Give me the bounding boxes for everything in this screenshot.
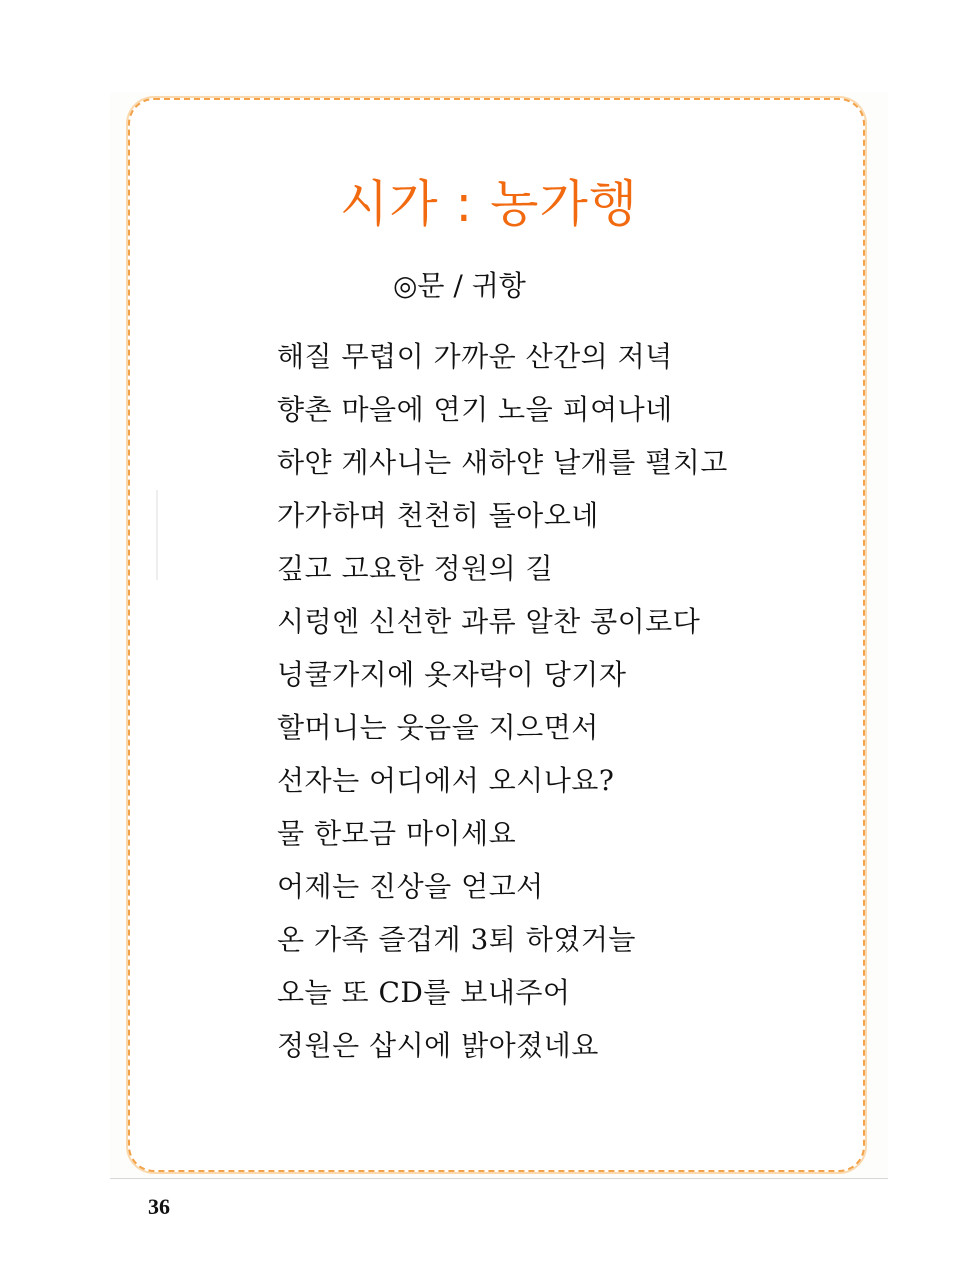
poem-line: 하얀 게사니는 새하얀 날개를 펼치고: [277, 446, 728, 479]
poem-line: 깊고 고요한 정원의 길: [277, 552, 554, 585]
poem-line: 오늘 또 CD를 보내주어: [277, 976, 571, 1009]
poem-line: 넝쿨가지에 옷자락이 당기자: [277, 658, 627, 691]
author-line: ◎문 / 귀항: [393, 269, 526, 302]
poem-line: 선자는 어디에서 오시나요?: [277, 764, 615, 797]
poem-line: 가가하며 천천히 돌아오네: [277, 499, 599, 532]
poem-line: 온 가족 즐겁게 3퇴 하였거늘: [277, 923, 636, 956]
poem-line: 정원은 삽시에 밝아졌네요: [277, 1029, 599, 1062]
margin-mark: [156, 490, 158, 580]
poem-line: 물 한모금 마이세요: [277, 817, 517, 850]
poem-line: 시렁엔 신선한 과류 알찬 콩이로다: [277, 605, 701, 638]
poem-body: [277, 330, 728, 1072]
poem-line: 해질 무렵이 가까운 산간의 저녁: [277, 340, 673, 373]
poem-line: 어제는 진상을 얻고서: [277, 870, 544, 903]
footer-divider: [110, 1178, 888, 1179]
page-number: 36: [148, 1194, 170, 1219]
poem-title: 시가 : 농가행: [339, 175, 639, 233]
poem-line: 할머니는 웃음을 지으면서: [277, 711, 599, 744]
poem-line: 향촌 마을에 연기 노을 피여나네: [277, 393, 673, 426]
